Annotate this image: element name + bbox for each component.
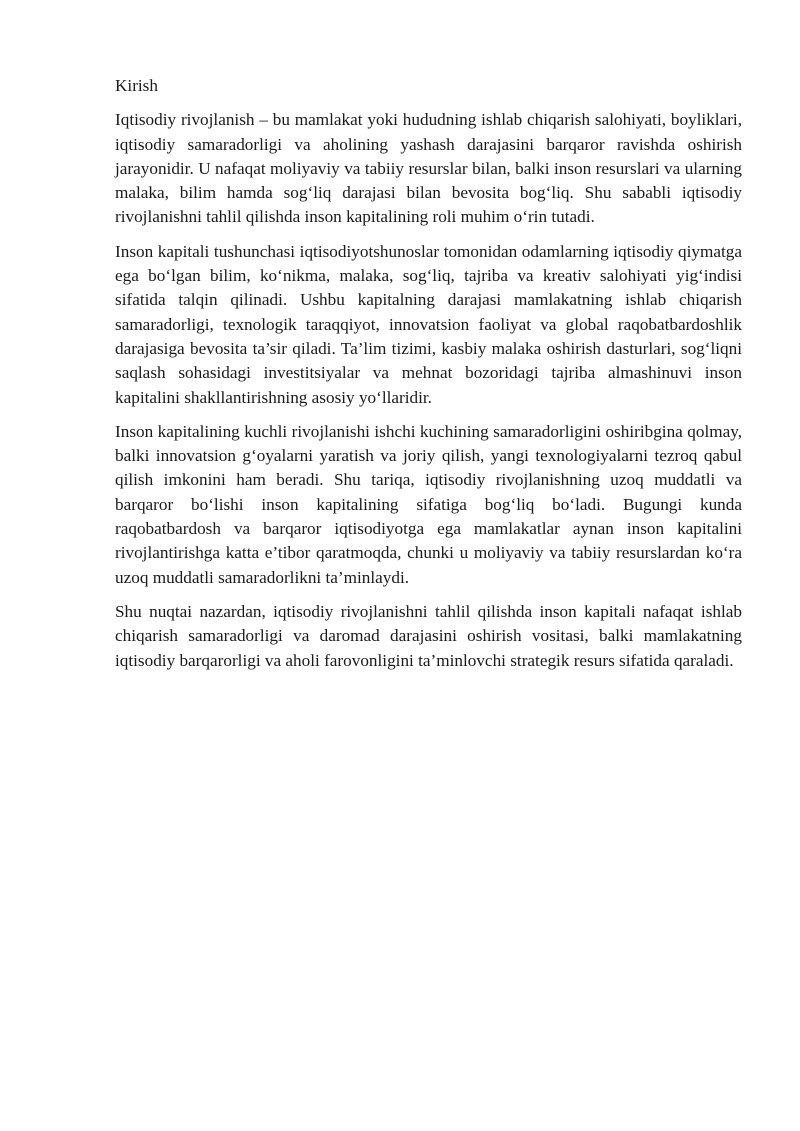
- paragraph-2: Inson kapitali tushunchasi iqtisodiyotshunoslar tomonidan odamlarning iqtisodiy qiymatga ega bo‘lgan bilim, ko‘nikma, malaka, sog‘liq, tajriba va kreativ salohiyati yig‘indisi sifatida talqin qilinadi. Ushbu kapitalning darajasi mamlakatning ishlab chiqarish samaradorligi, texnologik taraqqiyot, innovatsion faoliyat va global raqobatbardoshlik darajasiga bevosita ta’sir qiladi. Ta’lim tizimi, kasbiy malaka oshirish dasturlari, sog‘liqni saqlash sohasidagi investitsiyalar va mehnat bozoridagi tajriba almashinuvi inson kapitalini shakllantirishning asosiy yo‘llaridir.: [115, 241, 742, 407]
- paragraph-4: Shu nuqtai nazardan, iqtisodiy rivojlanishni tahlil qilishda inson kapitali nafaqat ishlab chiqarish samaradorligi va daromad darajasini oshirish vositasi, balki mamlakatning iqtisodiy barqarorligi va aholi farovonligini ta’minlovchi strategik resurs sifatida qaraladi.: [115, 601, 742, 670]
- section-heading: Kirish: [115, 76, 158, 95]
- paragraph-3: Inson kapitalining kuchli rivojlanishi ishchi kuchining samaradorligini oshiribgina qolmay, balki innovatsion g‘oyalarni yaratish va joriy qilish, yangi texnologiyalarni tezroq qabul qilish imkonini ham beradi. Shu tariqa, iqtisodiy rivojlanishning uzoq muddatli va barqaror bo‘lishi inson kapitalining sifatiga bog‘liq bo‘ladi. Bugungi kunda raqobatbardosh va barqaror iqtisodiyotga ega mamlakatlar aynan inson kapitalini rivojlantirishga katta e’tibor qaratmoqda, chunki u moliyaviy va tabiiy resurslardan ko‘ra uzoq muddatli samaradorlikni ta’minlaydi.: [115, 421, 742, 587]
- paragraph-1: Iqtisodiy rivojlanish – bu mamlakat yoki hududning ishlab chiqarish salohiyati, boyliklari, iqtisodiy samaradorligi va aholining yashash darajasini barqaror ravishda oshirish jarayonidir. U nafaqat moliyaviy va tabiiy resurslar bilan, balki inson resurslari va ularning malaka, bilim hamda sog‘liq darajasi bilan bevosita bog‘liq. Shu sababli iqtisodiy rivojlanishni tahlil qilishda inson kapitalining roli muhim o‘rin tutadi.: [115, 110, 742, 227]
- document-page: [115, 74, 742, 683]
